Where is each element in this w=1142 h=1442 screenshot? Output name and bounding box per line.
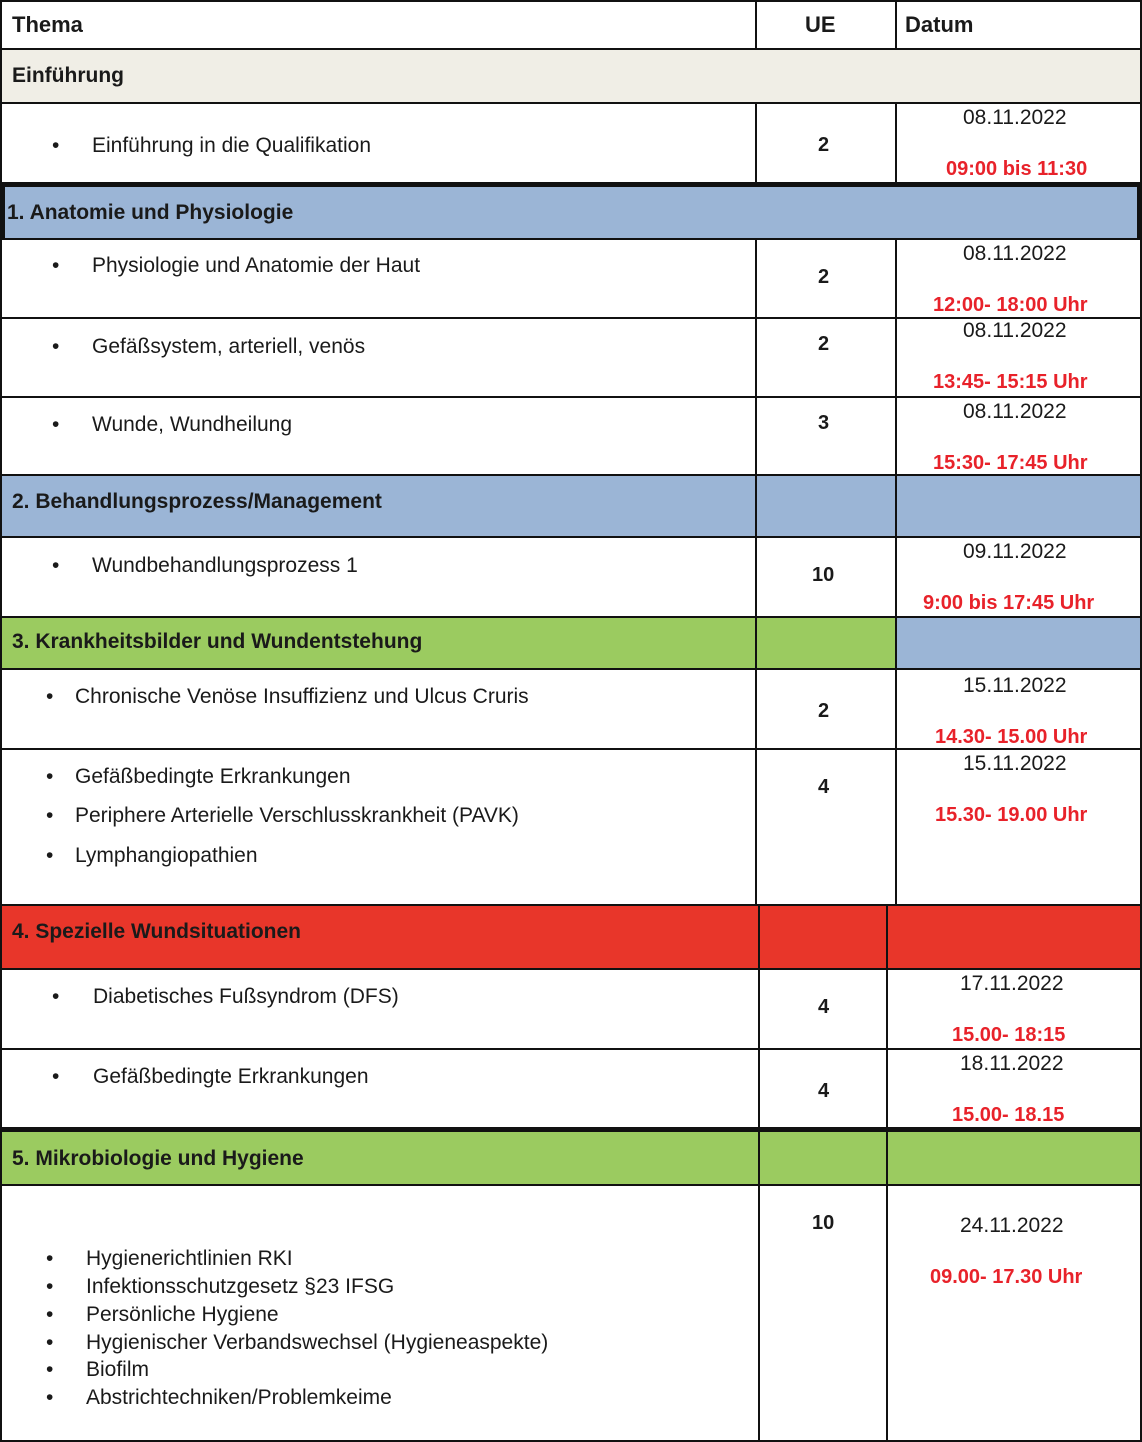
bullet-icon: •	[46, 685, 54, 708]
ue-value: 2	[818, 134, 830, 156]
grid-line	[758, 970, 760, 1050]
bullet-icon: •	[46, 1358, 54, 1381]
ue-value: 2	[818, 266, 830, 288]
item-row	[0, 1186, 1142, 1442]
date-value: 08.11.2022	[963, 242, 1067, 265]
grid-line	[895, 240, 897, 319]
ue-value: 4	[818, 996, 830, 1018]
grid-line	[0, 2, 2, 50]
grid-line	[0, 538, 2, 618]
grid-line	[895, 476, 897, 538]
grid-line	[758, 1186, 760, 1442]
grid-line	[755, 240, 757, 319]
topic-text: Hygienerichtlinien RKI	[86, 1247, 293, 1270]
item-row	[0, 670, 1142, 750]
grid-line	[0, 618, 2, 670]
grid-line	[0, 240, 2, 319]
topic-text: Gefäßbedingte Erkrankungen	[75, 765, 351, 788]
grid-line	[755, 476, 757, 538]
topic-text: Abstrichtechniken/Problemkeime	[86, 1386, 392, 1409]
date-value: 24.11.2022	[960, 1214, 1064, 1237]
bullet-icon: •	[52, 413, 60, 436]
grid-line	[755, 750, 757, 906]
section-title: 5. Mikrobiologie und Hygiene	[12, 1147, 304, 1170]
grid-line	[0, 970, 2, 1050]
section-title: 3. Krankheitsbilder und Wundentstehung	[12, 630, 423, 653]
grid-line	[0, 670, 2, 750]
grid-line	[886, 906, 888, 970]
time-value: 15.00- 18.15	[952, 1104, 1065, 1126]
topic-text: Physiologie und Anatomie der Haut	[92, 254, 421, 277]
grid-line	[0, 1050, 2, 1129]
item-row	[0, 104, 1142, 184]
ue-value: 10	[812, 1212, 835, 1234]
section-title: Einführung	[12, 64, 124, 87]
column-header-thema: Thema	[12, 12, 83, 37]
grid-line	[755, 104, 757, 184]
section-row	[0, 618, 1142, 670]
grid-line	[886, 1050, 888, 1129]
ue-value: 2	[818, 700, 830, 722]
bullet-icon: •	[46, 765, 54, 788]
date-value: 15.11.2022	[963, 674, 1067, 697]
column-header-ue: UE	[805, 12, 836, 37]
grid-line	[0, 750, 2, 906]
topic-text: Einführung in die Qualifikation	[92, 134, 372, 157]
section-title: 2. Behandlungsprozess/Management	[12, 490, 382, 513]
grid-line	[0, 1132, 2, 1186]
grid-line	[895, 398, 897, 476]
topic-text: Wunde, Wundheilung	[92, 413, 293, 436]
ue-value: 2	[818, 333, 830, 355]
date-value: 08.11.2022	[963, 400, 1067, 423]
date-value: 17.11.2022	[960, 972, 1064, 995]
section-title: 4. Spezielle Wundsituationen	[12, 920, 301, 943]
column-header-datum: Datum	[905, 12, 974, 37]
topic-text: Hygienischer Verbandswechsel (Hygieneaspekte)	[86, 1331, 549, 1354]
grid-line	[895, 2, 897, 50]
date-value: 15.11.2022	[963, 752, 1067, 775]
topic-text: Persönliche Hygiene	[86, 1303, 279, 1326]
ue-value: 3	[818, 412, 830, 434]
ue-value: 4	[818, 776, 830, 798]
topic-text: Wundbehandlungsprozess 1	[92, 554, 358, 577]
section-datum-cell	[895, 618, 1142, 670]
topic-text: Infektionsschutzgesetz §23 IFSG	[86, 1275, 395, 1298]
time-value: 9:00 bis 17:45 Uhr	[923, 592, 1095, 614]
grid-line	[3, 187, 5, 240]
bullet-icon: •	[46, 1386, 54, 1409]
grid-line	[0, 476, 2, 538]
section-row	[0, 1129, 1142, 1186]
section-row	[0, 184, 1142, 240]
bullet-icon: •	[52, 1065, 60, 1088]
bullet-icon: •	[46, 844, 54, 867]
topic-text: Gefäßbedingte Erkrankungen	[93, 1065, 369, 1088]
date-value: 18.11.2022	[960, 1052, 1064, 1075]
grid-line	[886, 1132, 888, 1186]
date-value: 08.11.2022	[963, 319, 1067, 342]
item-row	[0, 398, 1142, 476]
bullet-icon: •	[46, 1331, 54, 1354]
grid-line	[895, 750, 897, 906]
bullet-icon: •	[46, 1303, 54, 1326]
grid-line	[895, 538, 897, 618]
grid-line	[0, 906, 2, 970]
ue-value: 4	[818, 1080, 830, 1102]
grid-line	[755, 670, 757, 750]
bullet-icon: •	[52, 254, 60, 277]
grid-line	[895, 618, 897, 670]
topic-text: Diabetisches Fußsyndrom (DFS)	[93, 985, 399, 1008]
item-row	[0, 240, 1142, 319]
grid-line	[755, 538, 757, 618]
time-value: 15:30- 17:45 Uhr	[933, 452, 1088, 474]
grid-line	[755, 398, 757, 476]
header-row	[0, 0, 1142, 50]
ue-value: 10	[812, 564, 835, 586]
section-row	[0, 906, 1142, 970]
grid-line	[895, 104, 897, 184]
bullet-icon: •	[46, 1275, 54, 1298]
item-row	[0, 319, 1142, 398]
grid-line	[0, 50, 2, 104]
bullet-icon: •	[52, 985, 60, 1008]
grid-line	[886, 1186, 888, 1442]
item-row	[0, 1050, 1142, 1129]
item-row	[0, 970, 1142, 1050]
grid-line	[758, 1050, 760, 1129]
topic-text: Chronische Venöse Insuffizienz und Ulcus Cruris	[75, 685, 529, 708]
section-row	[0, 476, 1142, 538]
grid-line	[755, 618, 757, 670]
grid-line	[886, 970, 888, 1050]
bullet-icon: •	[52, 335, 60, 358]
topic-text: Gefäßsystem, arteriell, venös	[92, 335, 366, 358]
time-value: 15.30- 19.00 Uhr	[935, 804, 1088, 826]
grid-line	[895, 670, 897, 750]
time-value: 13:45- 15:15 Uhr	[933, 371, 1088, 393]
topic-text: Periphere Arterielle Verschlusskrankheit (PAVK)	[75, 804, 519, 827]
grid-line	[0, 319, 2, 398]
item-row	[0, 750, 1142, 906]
bullet-icon: •	[52, 134, 60, 157]
grid-line	[1137, 187, 1139, 240]
time-value: 14.30- 15.00 Uhr	[935, 726, 1088, 748]
grid-line	[0, 398, 2, 476]
grid-line	[758, 906, 760, 970]
bullet-icon: •	[52, 554, 60, 577]
time-value: 09.00- 17.30 Uhr	[930, 1266, 1083, 1288]
grid-line	[755, 319, 757, 398]
bullet-icon: •	[46, 1247, 54, 1270]
topic-text: Lymphangiopathien	[75, 844, 258, 867]
section-row	[0, 50, 1142, 104]
time-value: 15.00- 18:15	[952, 1024, 1066, 1046]
bullet-icon: •	[46, 804, 54, 827]
item-row	[0, 538, 1142, 618]
time-value: 09:00 bis 11:30	[946, 158, 1088, 180]
time-value: 12:00- 18:00 Uhr	[933, 294, 1088, 316]
grid-line	[758, 1132, 760, 1186]
grid-line	[0, 104, 2, 184]
date-value: 09.11.2022	[963, 540, 1067, 563]
section-title: 1. Anatomie und Physiologie	[7, 201, 294, 224]
topic-text: Biofilm	[86, 1358, 150, 1381]
grid-line	[755, 2, 757, 50]
grid-line	[895, 319, 897, 398]
grid-line	[0, 1186, 2, 1442]
date-value: 08.11.2022	[963, 106, 1067, 129]
